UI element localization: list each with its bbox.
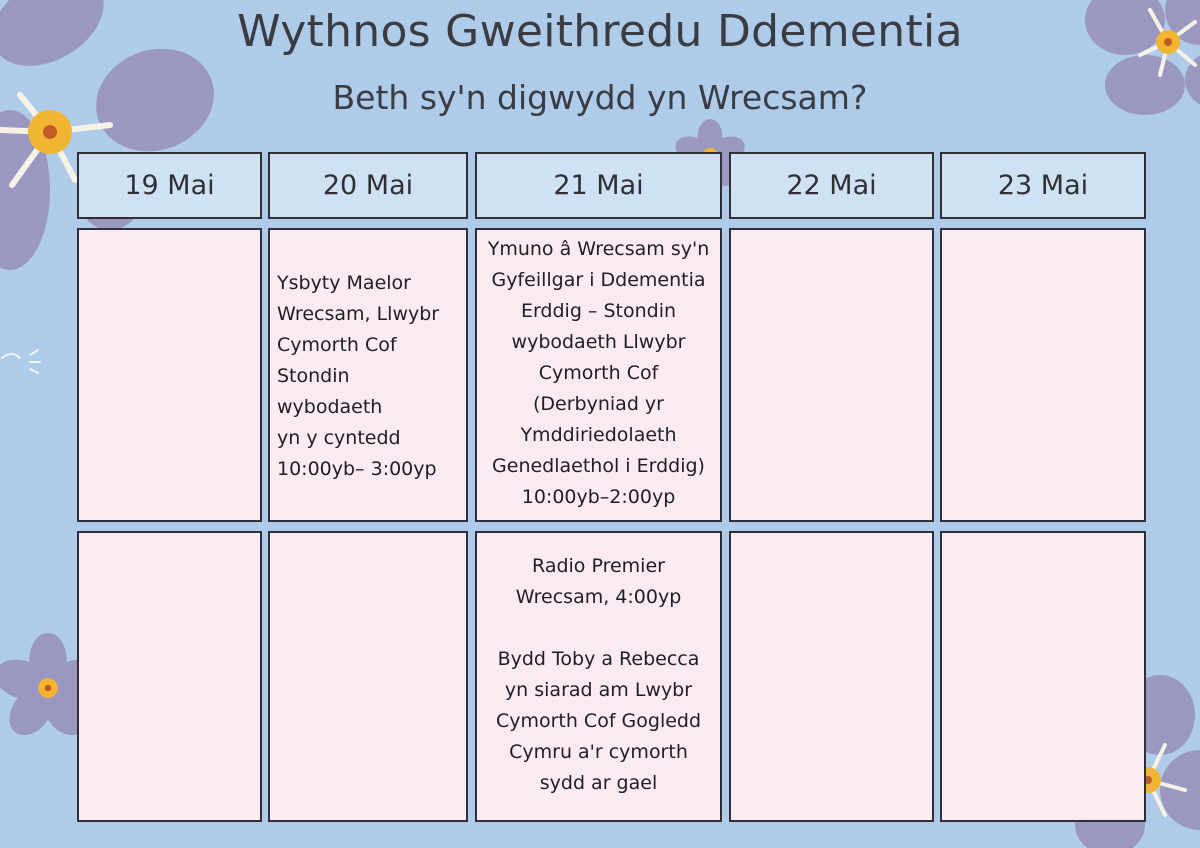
cell-22-row1 (729, 228, 934, 522)
day-header-22: 22 Mai (729, 152, 934, 219)
cell-19-row1 (77, 228, 262, 522)
squiggle-mark (2, 350, 40, 373)
cell-23-row1 (940, 228, 1146, 522)
event-radio-description: Bydd Toby a Rebecca yn siarad am Lwybr Cymorth Cof Gogledd Cymru a'r cymorth sydd ar gael (495, 648, 702, 794)
cell-21-row2 (475, 531, 722, 822)
page-title: Wythnos Gweithredu Ddementia (237, 6, 963, 57)
cell-22-row2 (729, 531, 934, 822)
cell-23-row2 (940, 531, 1146, 822)
page-subtitle: Beth sy'n digwydd yn Wrecsam? (332, 78, 868, 117)
cell-21-row1 (475, 228, 722, 522)
day-header-20: 20 Mai (268, 152, 468, 219)
cell-20-row1 (268, 228, 468, 522)
event-ysbyty-maelor: Ysbyty Maelor Wrecsam, Llwybr Cymorth Cof Stondin wybodaeth yn y cyntedd 10:00yb– 3:00yp (277, 272, 440, 480)
cell-20-row2 (268, 531, 468, 822)
day-header-23: 23 Mai (940, 152, 1146, 219)
event-radio-premier: Radio Premier Wrecsam, 4:00yp (515, 555, 682, 608)
day-header-19: 19 Mai (77, 152, 262, 219)
cell-19-row2 (77, 531, 262, 822)
day-header-21: 21 Mai (475, 152, 722, 219)
event-erddig: Ymuno â Wrecsam sy'n Gyfeillgar i Ddementia Erddig – Stondin wybodaeth Llwybr Cymorth Cof (Derbyniad yr Ymddiriedolaeth Genedlaethol i Erddig) 10:00yb–2:00yp (487, 238, 710, 508)
